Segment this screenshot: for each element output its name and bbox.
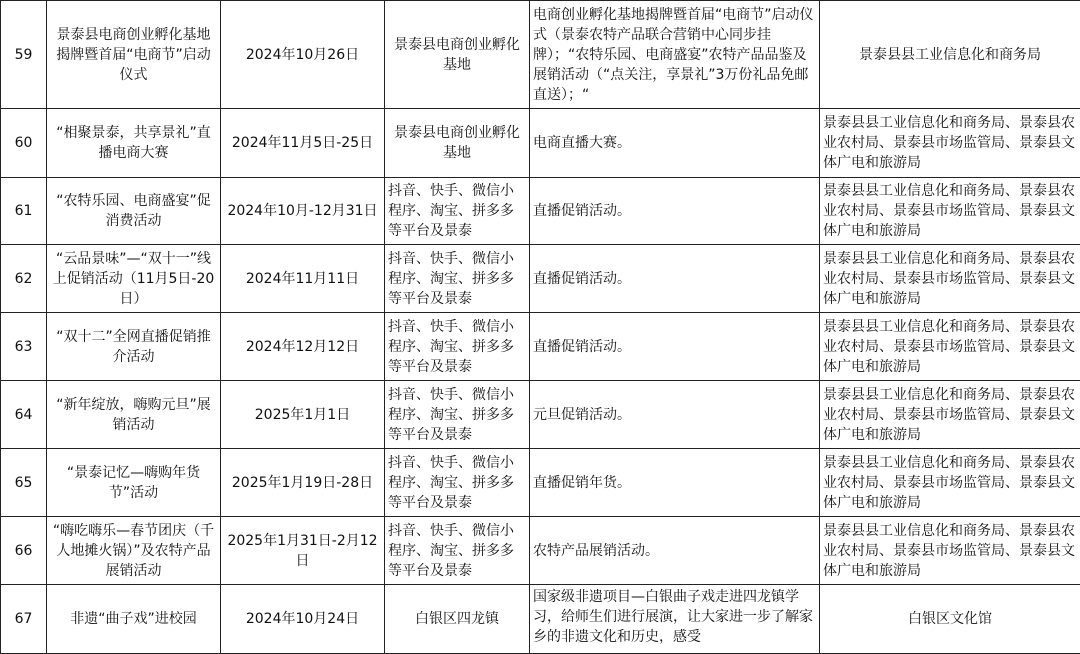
activity-place: 抖音、快手、微信小程序、淘宝、拼多多等平台及景泰 xyxy=(385,449,530,517)
activity-date: 2025年1月19日-28日 xyxy=(221,449,385,517)
row-number: 62 xyxy=(1,245,47,313)
activity-name: “嗨吃嗨乐—春节团庆（千人地摊火锅）”及农特产品展销活动 xyxy=(47,517,221,585)
activity-place: 抖音、快手、微信小程序、淘宝、拼多多等平台及景泰 xyxy=(385,517,530,585)
activity-name: “相聚景泰，共享景礼”直播电商大赛 xyxy=(47,109,221,178)
table-row xyxy=(1,381,1080,449)
organizer: 景泰县县工业信息化和商务局 xyxy=(820,1,1080,109)
activity-content: 电商直播大赛。 xyxy=(530,109,820,178)
activity-place: 抖音、快手、微信小程序、淘宝、拼多多等平台及景泰 xyxy=(385,178,530,245)
activity-date: 2024年10月-12月31日 xyxy=(221,178,385,245)
activity-name: “景泰记忆—嗨购年货节”活动 xyxy=(47,449,221,517)
organizer: 景泰县县工业信息化和商务局、景泰县农业农村局、景泰县市场监管局、景泰县文体广电和旅游局 xyxy=(820,517,1080,585)
activity-date: 2024年12月12日 xyxy=(221,313,385,381)
organizer: 景泰县县工业信息化和商务局、景泰县农业农村局、景泰县市场监管局、景泰县文体广电和旅游局 xyxy=(820,178,1080,245)
table-row xyxy=(1,109,1080,178)
activity-content: 直播促销活动。 xyxy=(530,245,820,313)
activity-name: 景泰县电商创业孵化基地揭牌暨首届“电商节”启动仪式 xyxy=(47,1,221,109)
row-number: 63 xyxy=(1,313,47,381)
activity-date: 2025年1月31日-2月12日 xyxy=(221,517,385,585)
table-row xyxy=(1,517,1080,585)
activity-content: 农特产品展销活动。 xyxy=(530,517,820,585)
table-row xyxy=(1,1,1080,109)
organizer: 景泰县县工业信息化和商务局、景泰县农业农村局、景泰县市场监管局、景泰县文体广电和旅游局 xyxy=(820,381,1080,449)
activity-date: 2024年11月5日-25日 xyxy=(221,109,385,178)
table-row xyxy=(1,449,1080,517)
activity-date: 2024年11月11日 xyxy=(221,245,385,313)
activity-place: 抖音、快手、微信小程序、淘宝、拼多多等平台及景泰 xyxy=(385,381,530,449)
organizer: 景泰县县工业信息化和商务局、景泰县农业农村局、景泰县市场监管局、景泰县文体广电和旅游局 xyxy=(820,245,1080,313)
table-row xyxy=(1,245,1080,313)
activity-date: 2024年10月26日 xyxy=(221,1,385,109)
activity-name: “云品景味”—“双十一”线上促销活动（11月5日-20日） xyxy=(47,245,221,313)
row-number: 67 xyxy=(1,585,47,654)
table-row xyxy=(1,313,1080,381)
row-number: 64 xyxy=(1,381,47,449)
activity-name: “农特乐园、电商盛宴”促消费活动 xyxy=(47,178,221,245)
activity-name: “新年绽放，嗨购元旦”展销活动 xyxy=(47,381,221,449)
activity-content: 直播促销活动。 xyxy=(530,178,820,245)
table-row xyxy=(1,178,1080,245)
row-number: 65 xyxy=(1,449,47,517)
activity-content: 直播促销活动。 xyxy=(530,313,820,381)
organizer: 景泰县县工业信息化和商务局、景泰县农业农村局、景泰县市场监管局、景泰县文体广电和旅游局 xyxy=(820,313,1080,381)
activity-date: 2024年10月24日 xyxy=(221,585,385,654)
activity-content-text: 国家级非遗项目—白银曲子戏走进四龙镇学习，给师生们进行展演，让大家进一步了解家乡的非遗文化和历史，感受 xyxy=(533,587,816,651)
activity-content: 直播促销年货。 xyxy=(530,449,820,517)
row-number: 60 xyxy=(1,109,47,178)
organizer: 景泰县县工业信息化和商务局、景泰县农业农村局、景泰县市场监管局、景泰县文体广电和旅游局 xyxy=(820,449,1080,517)
activity-place: 景泰县电商创业孵化基地 xyxy=(385,109,530,178)
activity-content xyxy=(530,1,820,109)
table-row xyxy=(1,585,1080,654)
activity-name: 非遗“曲子戏”进校园 xyxy=(47,585,221,654)
activity-name: “双十二”全网直播促销推介活动 xyxy=(47,313,221,381)
activity-place: 白银区四龙镇 xyxy=(385,585,530,654)
organizer: 白银区文化馆 xyxy=(820,585,1080,654)
organizer: 景泰县县工业信息化和商务局、景泰县农业农村局、景泰县市场监管局、景泰县文体广电和旅游局 xyxy=(820,109,1080,178)
row-number: 66 xyxy=(1,517,47,585)
activity-content-text: 电商创业孵化基地揭牌暨首届“电商节”启动仪式（景泰农特产品联合营销中心同步挂牌）；“农特乐园、电商盛宴”农特产品品鉴及展销活动（“点关注，享景礼”3万份礼品免邮直送）；“ xyxy=(533,5,816,105)
activity-date: 2025年1月1日 xyxy=(221,381,385,449)
activity-place: 抖音、快手、微信小程序、淘宝、拼多多等平台及景泰 xyxy=(385,313,530,381)
row-number: 61 xyxy=(1,178,47,245)
activity-place: 抖音、快手、微信小程序、淘宝、拼多多等平台及景泰 xyxy=(385,245,530,313)
activity-content: 元旦促销活动。 xyxy=(530,381,820,449)
activity-place: 景泰县电商创业孵化基地 xyxy=(385,1,530,109)
activity-content xyxy=(530,585,820,654)
row-number: 59 xyxy=(1,1,47,109)
